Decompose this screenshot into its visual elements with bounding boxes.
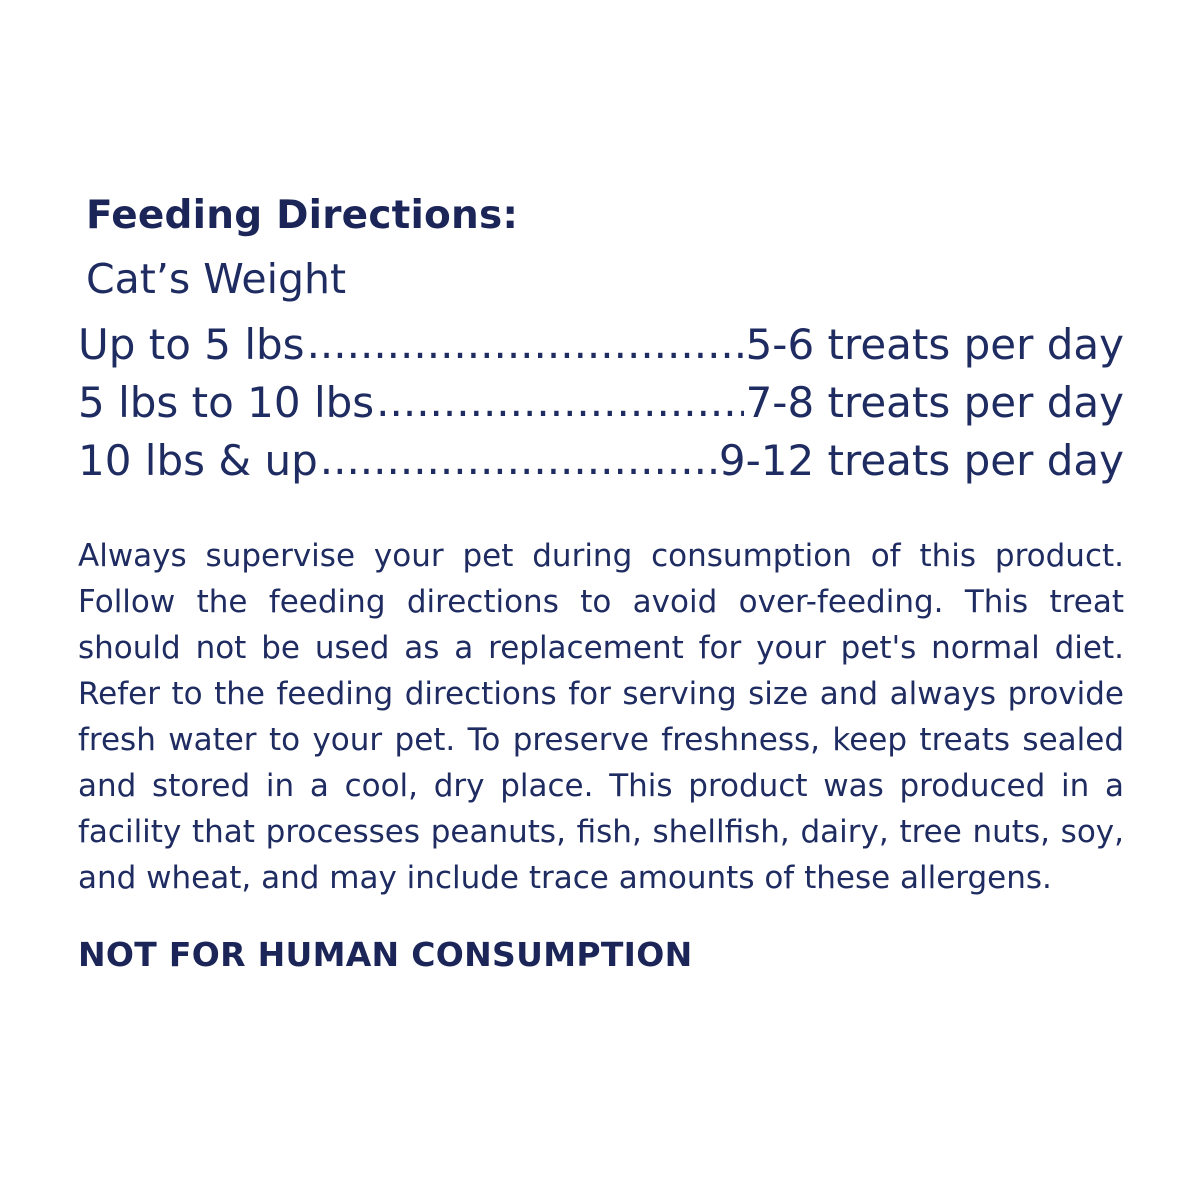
dot-leader <box>320 431 717 489</box>
dot-leader <box>376 373 743 431</box>
feeding-table <box>78 316 1124 490</box>
dot-leader <box>307 315 744 373</box>
treat-amount: 5-6 treats per day <box>745 320 1124 369</box>
treat-amount: 9-12 treats per day <box>718 436 1124 485</box>
not-for-human-consumption-warning: NOT FOR HUMAN CONSUMPTION <box>78 935 693 974</box>
feeding-row <box>78 432 1124 490</box>
cats-weight-label: Cat’s Weight <box>86 255 347 303</box>
feeding-row <box>78 316 1124 374</box>
weight-range: Up to 5 lbs <box>78 320 305 369</box>
feeding-directions-panel <box>78 193 1124 978</box>
weight-range: 10 lbs & up <box>78 436 318 485</box>
feeding-directions-title: Feeding Directions: <box>86 193 519 238</box>
weight-range: 5 lbs to 10 lbs <box>78 378 375 427</box>
safety-notice-paragraph: Always supervise your pet during consumption of this product. Follow the feeding directions to avoid over-feeding. This treat should not be used as a replacement for your pet's normal diet. Refer to the feeding directions for serving size and always provide fresh water to your pet. To preserve freshness, keep treats sealed and stored in a cool, dry place. This product was produced in a facility that processes peanuts, fish, shellfish, dairy, tree nuts, soy, and wheat, and may include trace amounts of these allergens. <box>78 538 1124 896</box>
treat-amount: 7-8 treats per day <box>745 378 1124 427</box>
feeding-row <box>78 374 1124 432</box>
